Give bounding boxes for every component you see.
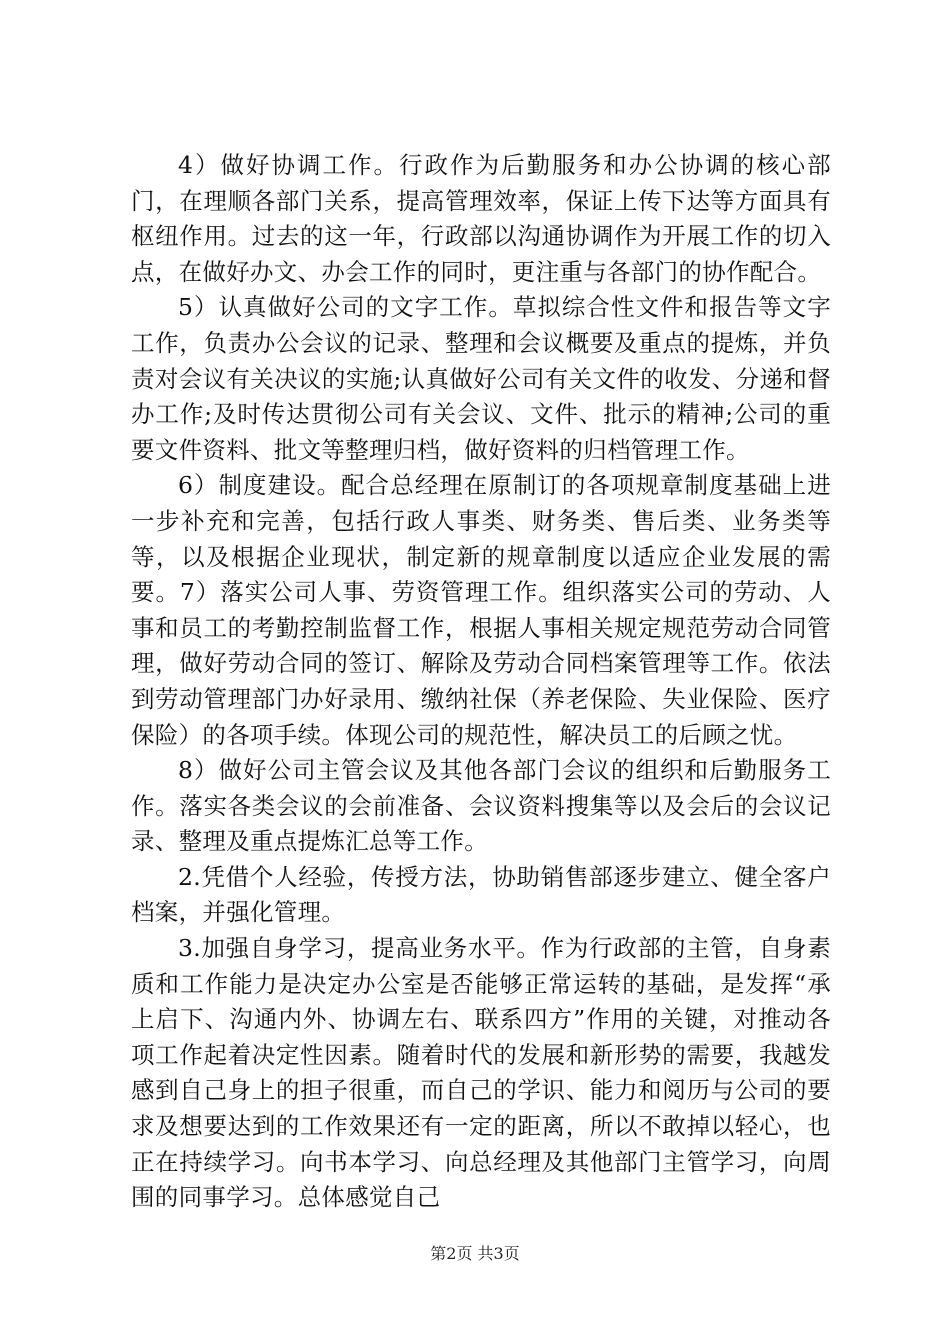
paragraph-meeting-service: 8）做好公司主管会议及其他各部门会议的组织和后勤服务工作。落实各类会议的会前准备、会议资料搜集等以及会后的会议记录、整理及重点提炼汇总等工作。 — [131, 756, 831, 856]
paragraph-writing-work: 5）认真做好公司的文字工作。草拟综合性文件和报告等文字工作，负责办公会议的记录、整理和会议概要及重点的提炼，并负责对会议有关决议的实施;认真做好公司有关文件的收发、分递和督办工作;及时传达贯彻公司有关会议、文件、批示的精神;公司的重要文件资料、批文等整理归档，做好资料的归档管理工作。 — [131, 293, 831, 464]
paragraph-customer-files: 2.凭借个人经验，传授方法，协助销售部逐步建立、健全客户档案，并强化管理。 — [131, 862, 831, 927]
paragraph-coordination: 4）做好协调工作。行政作为后勤服务和办公协调的核心部门，在理顺各部门关系，提高管理效率，保证上传下达等方面具有枢纽作用。过去的这一年，行政部以沟通协调作为开展工作的切入点，在做好办文、办会工作的同时，更注重与各部门的协作配合。 — [131, 151, 831, 286]
paragraph-system-building: 6）制度建设。配合总经理在原制订的各项规章制度基础上进一步补充和完善，包括行政人事类、财务类、售后类、业务类等等，以及根据企业现状，制定新的规章制度以适应企业发展的需要。7）落实公司人事、劳资管理工作。组织落实公司的劳动、人事和员工的考勤控制监督工作，根据人事相关规定规范劳动合同管理，做好劳动合同的签订、解除及劳动合同档案管理等工作。依法到劳动管理部门办好录用、缴纳社保（养老保险、失业保险、医疗保险）的各项手续。体现公司的规范性，解决员工的后顾之忧。 — [131, 471, 831, 749]
paragraph-self-study: 3.加强自身学习，提高业务水平。作为行政部的主管，自身素质和工作能力是决定办公室是否能够正常运转的基础，是发挥“承上启下、沟通内外、协调左右、联系四方”作用的关键，对推动各项工作起着决定性因素。随着时代的发展和新形势的需要，我越发感到自己身上的担子很重，而自己的学识、能力和阅历与公司的要求及想要达到的工作效果还有一定的距离，所以不敢掉以轻心，也正在持续学习。向书本学习、向总经理及其他部门主管学习，向周围的同事学习。总体感觉自己 — [131, 934, 831, 1212]
document-body — [131, 148, 831, 1216]
page-footer — [0, 1243, 950, 1265]
page-number: 第2页 共3页 — [430, 1244, 520, 1263]
